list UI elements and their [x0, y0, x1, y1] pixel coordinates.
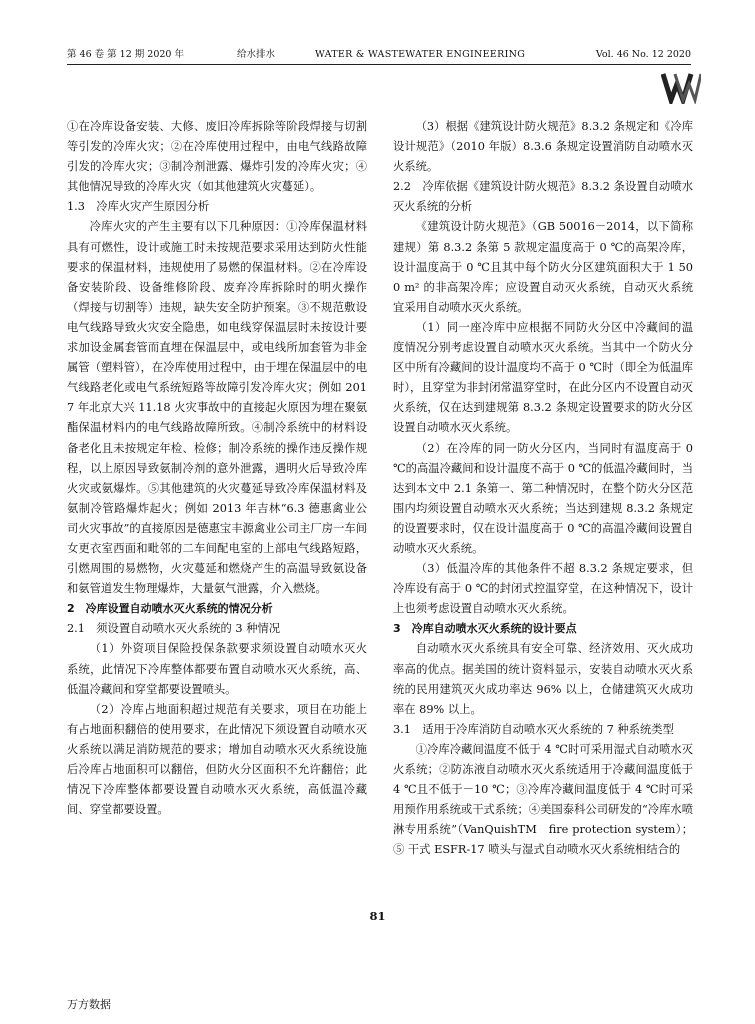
paragraph: （3）低温冷库的其他条件不超 8.3.2 条规定要求，但冷库设有高于 0 ℃的封闭式控温穿堂，在这种情况下，设计上也须考虑设置自动喷水灭火系统。 — [393, 562, 693, 616]
left-column — [67, 117, 367, 820]
right-column — [393, 117, 693, 860]
header-journal-cn: 给水排水 — [237, 49, 276, 60]
page-number: 81 — [369, 909, 386, 923]
paragraph: 《建筑设计防火规范》（GB 50016－2014，以下简称建规）第 8.3.2 条第 5 款规定温度高于 0 ℃的高架冷库，设计温度高于 0 ℃且其中每个防火分区建筑面积大于 1 500 m² 的非高架冷库；应设置自动灭火系统，自动灭火系统宜采用自动喷水灭火系统。 — [393, 220, 693, 314]
header-journal-en: WATER & WASTEWATER ENGINEERING — [315, 49, 526, 60]
running-header — [67, 47, 691, 63]
paragraph: （2）在冷库的同一防火分区内，当同时有温度高于 0 ℃的高温冷藏间和设计温度不高于 0 ℃的低温冷藏间时，当达到本文中 2.1 条第一、第二种情况时，在整个防火分区范围内均须设置自动喷水灭火系统；当达到建规 8.3.2 条规定的设置要求时，仅在设计温度高于 0 ℃的高温冷藏间设置自动喷水灭火系统。 — [393, 441, 693, 555]
paragraph: 冷库火灾的产生主要有以下几种原因：①冷库保温材料具有可燃性，设计或施工时未按规范要求采用达到防火性能要求的保温材料，违规使用了易燃的保温材料。②在冷库设备安装阶段、设备维修阶段、废弃冷库拆除时的明火操作（焊接与切割等）违规，缺失安全防护预案。③不规范敷设电气线路导致火灾安全隐患，如电线穿保温层时未按设计要求加设金属套管而直埋在保温层中，或电线所加套管为非金属管（塑料管），在冷库使用过程中，由于埋在保温层中的电气线路老化或电气系统短路等故障引发冷库火灾；例如 2017 年北京大兴 11.18 火灾事故中的直接起火原因为埋在聚氨酯保温材料内的电气线路故障所致。④制冷系统中的材料设备老化且未按规定年检、检修；制冷系统的操作违反操作规程，以上原因导致氨制冷剂的意外泄露，遇明火后导致冷库火灾或氨爆炸。⑤其他建筑的火灾蔓延导致冷库保温材料及氨制冷管路爆炸起火；例如 2013 年吉林“6.3 德惠禽业公司火灾事故”的直接原因是德惠宝丰源禽业公司主厂房一车间女更衣室西面和毗邻的二车间配电室的上部电气线路短路，引燃周围的易燃物，火灾蔓延和燃烧产生的高温导致氨设备和氨管道发生物理爆炸，大量氨气泄露，介入燃烧。 — [67, 220, 367, 596]
paragraph: （3）根据《建筑设计防火规范》8.3.2 条规定和《冷库设计规范》（2010 年版）8.3.6 条规定设置消防自动喷水灭火系统。 — [393, 120, 693, 174]
paragraph: （2）冷库占地面积超过规范有关要求，项目在功能上有占地面积翻倍的使用要求，在此情况下须设置自动喷水灭火系统以满足消防规范的要求；增加自动喷水灭火系统设施后冷库占地面积可以翻倍，但防火分区面积不允许翻倍；此情况下冷库整体都要设置自动喷水灭火系统，高低温冷藏间、穿堂都要设置。 — [67, 702, 367, 817]
paragraph: 自动喷水灭火系统具有安全可靠、经济效用、灭火成功率高的优点。据美国的统计资料显示，安装自动喷水灭火系统的民用建筑灭火成功率达 96% 以上，仓储建筑灭火成功率在 89% 以上。 — [393, 642, 693, 716]
footer-watermark: 万方数据 — [67, 998, 111, 1011]
section-heading: 2.2 冷库依据《建筑设计防火规范》8.3.2 条设置自动喷水灭火系统的分析 — [393, 180, 693, 214]
paragraph: （1）外资项目保险投保条款要求须设置自动喷水灭火系统，此情况下冷库整体都要布置自动喷水灭火系统，高、低温冷藏间和穿堂都要设置喷头。 — [67, 642, 367, 696]
section-heading: 3 冷库自动喷水灭火系统的设计要点 — [393, 622, 577, 636]
header-volume: 第 46 卷 第 12 期 2020 年 — [67, 49, 184, 60]
header-vol-no: Vol. 46 No. 12 2020 — [595, 49, 691, 60]
paragraph: （1）同一座冷库中应根据不同防火分区中冷藏间的温度情况分别考虑设置自动喷水灭火系统。当其中一个防火分区中所有冷藏间的设计温度均不高于 0 ℃时（即全为低温库时），且穿堂为非封闭常温穿堂时，在此分区内不设置自动灭火系统，仅在达到建规第 8.3.2 条规定设置要求的防火分区设置自动喷水灭火系统。 — [393, 320, 693, 435]
paragraph: ①在冷库设备安装、大修、废旧冷库拆除等阶段焊接与切割等引发的冷库火灾；②在冷库使用过程中，由电气线路故障引发的冷库火灾；③制冷剂泄露、爆炸引发的冷库火灾；④其他情况导致的冷库火灾（如其他建筑火灾蔓延）。 — [67, 120, 367, 194]
section-heading: 3.1 适用于冷库消防自动喷水灭火系统的 7 种系统类型 — [393, 722, 674, 736]
section-heading: 2.1 须设置自动喷水灭火系统的 3 种情况 — [67, 622, 281, 636]
paragraph: ①冷库冷藏间温度不低于 4 ℃时可采用湿式自动喷水灭火系统；②防冻液自动喷水灭火系统适用于冷藏间温度低于 4 ℃且不低于－10 ℃；③冷库冷藏间温度低于 4 ℃时可采用预作用系统或干式系统；④美国泰科公司研发的“冷库水喷淋专用系统”（VanQuishTM fire protection system）；⑤ 干式 ESFR-17 喷头与湿式自动喷水灭火系统相结合的 — [393, 742, 693, 857]
section-heading: 2 冷库设置自动喷水灭火系统的情况分析 — [67, 602, 273, 616]
header-rule — [67, 64, 691, 65]
journal-logo-icon — [661, 70, 701, 104]
section-heading: 1.3 冷库火灾产生原因分析 — [67, 200, 210, 214]
